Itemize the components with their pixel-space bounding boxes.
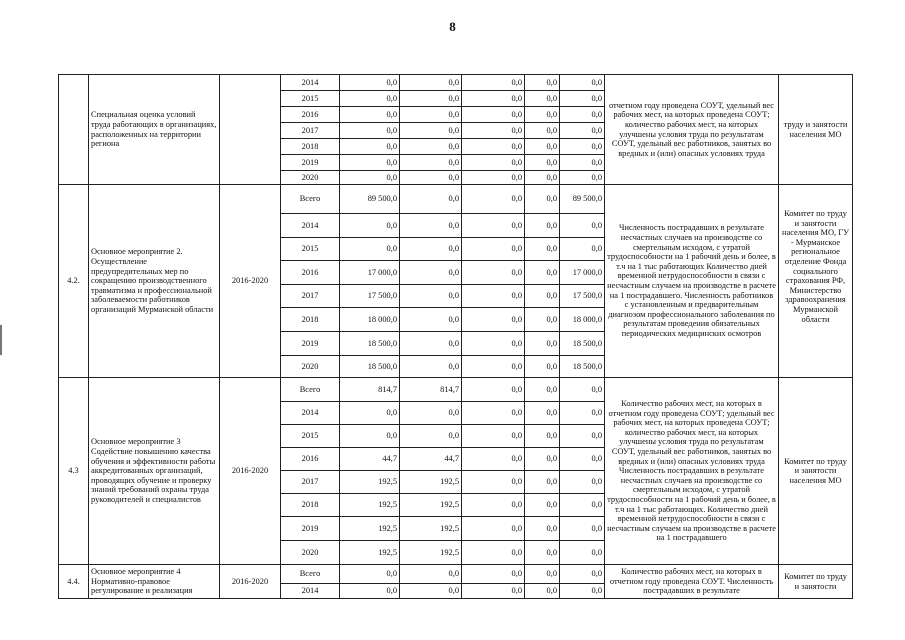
value-cell-c2: 0,0 <box>400 214 462 238</box>
value-cell-c1: 17 500,0 <box>340 285 400 308</box>
year-cell: 2015 <box>281 91 340 107</box>
page-number: 8 <box>449 19 456 34</box>
value-cell-c5: 17 500,0 <box>560 285 605 308</box>
value-cell-c3: 0,0 <box>462 517 525 541</box>
measure-name: Основное мероприятие 3 Содействие повышению качества обучения и эффективности работы аккредитованных организаций, проводящих обучение и проверку знаний требований охраны труда руководителей и специалистов <box>89 378 220 565</box>
value-cell-c1: 0,0 <box>340 107 400 123</box>
value-cell-c5: 0,0 <box>560 471 605 494</box>
value-cell-c4: 0,0 <box>525 139 560 155</box>
year-cell: 2014 <box>281 402 340 425</box>
year-cell: Всего <box>281 185 340 214</box>
value-cell-c2: 0,0 <box>400 308 462 332</box>
value-cell-c5: 18 500,0 <box>560 356 605 378</box>
year-cell: 2014 <box>281 584 340 599</box>
value-cell-c1: 814,7 <box>340 378 400 402</box>
value-cell-c5: 0,0 <box>560 425 605 448</box>
value-cell-c3: 0,0 <box>462 584 525 599</box>
value-cell-c4: 0,0 <box>525 123 560 139</box>
year-cell: 2015 <box>281 425 340 448</box>
year-cell: 2017 <box>281 285 340 308</box>
value-cell-c2: 0,0 <box>400 425 462 448</box>
year-cell: 2014 <box>281 75 340 91</box>
implementation-term: 2016-2020 <box>220 185 281 378</box>
year-cell: 2018 <box>281 139 340 155</box>
value-cell-c1: 44,7 <box>340 448 400 471</box>
value-cell-c5: 17 000,0 <box>560 261 605 285</box>
value-cell-c5: 0,0 <box>560 238 605 261</box>
year-cell: 2015 <box>281 238 340 261</box>
value-cell-c3: 0,0 <box>462 123 525 139</box>
program-table <box>58 74 853 599</box>
value-cell-c2: 192,5 <box>400 471 462 494</box>
year-cell: 2014 <box>281 214 340 238</box>
target-indicators: Количество рабочих мест, на которых в отчетном году проведена СОУТ. Численность пострадавших в результате <box>605 565 779 599</box>
value-cell-c1: 192,5 <box>340 494 400 517</box>
value-cell-c2: 0,0 <box>400 584 462 599</box>
table-row <box>59 185 853 214</box>
value-cell-c4: 0,0 <box>525 261 560 285</box>
scan-edge-mark <box>0 325 2 355</box>
year-cell: 2019 <box>281 332 340 356</box>
value-cell-c4: 0,0 <box>525 171 560 185</box>
value-cell-c1: 18 500,0 <box>340 332 400 356</box>
value-cell-c3: 0,0 <box>462 285 525 308</box>
value-cell-c2: 0,0 <box>400 332 462 356</box>
value-cell-c1: 18 500,0 <box>340 356 400 378</box>
responsible-executor: Комитет по труду и занятости <box>779 565 853 599</box>
value-cell-c5: 18 000,0 <box>560 308 605 332</box>
value-cell-c5: 0,0 <box>560 139 605 155</box>
value-cell-c1: 0,0 <box>340 171 400 185</box>
value-cell-c5: 0,0 <box>560 402 605 425</box>
target-indicators: Количество рабочих мест, на которых в отчетном году проведена СОУТ; удельный вес рабочих мест, на которых проведена СОУТ; количество рабочих мест, на которых улучшены условия труда по результатам СОУТ, удельный вес работников, занятых во вредных и (или) опасных условиях труда Численность пострадавших в результате несчастных случаев на производстве со смертельным исходом, с утратой трудоспособности на 1 рабочий день и более, в т.ч на 1 тыс работающих. Количество дней временной нетрудоспособности в связи с несчастным случаем на производстве в расчете на 1 пострадавшего <box>605 378 779 565</box>
value-cell-c1: 0,0 <box>340 425 400 448</box>
value-cell-c4: 0,0 <box>525 494 560 517</box>
item-number <box>59 75 89 185</box>
value-cell-c5: 18 500,0 <box>560 332 605 356</box>
value-cell-c4: 0,0 <box>525 378 560 402</box>
value-cell-c2: 814,7 <box>400 378 462 402</box>
value-cell-c5: 0,0 <box>560 107 605 123</box>
value-cell-c4: 0,0 <box>525 238 560 261</box>
responsible-executor: Комитет по труду и занятости населения МО <box>779 378 853 565</box>
value-cell-c5: 0,0 <box>560 494 605 517</box>
value-cell-c3: 0,0 <box>462 471 525 494</box>
responsible-executor: труду и занятости населения МО <box>779 75 853 185</box>
year-cell: 2020 <box>281 541 340 565</box>
value-cell-c5: 0,0 <box>560 448 605 471</box>
value-cell-c5: 0,0 <box>560 378 605 402</box>
year-cell: 2019 <box>281 155 340 171</box>
year-cell: 2017 <box>281 471 340 494</box>
value-cell-c3: 0,0 <box>462 402 525 425</box>
value-cell-c3: 0,0 <box>462 494 525 517</box>
value-cell-c1: 192,5 <box>340 471 400 494</box>
year-cell: 2018 <box>281 308 340 332</box>
value-cell-c4: 0,0 <box>525 402 560 425</box>
value-cell-c5: 0,0 <box>560 541 605 565</box>
value-cell-c3: 0,0 <box>462 171 525 185</box>
value-cell-c3: 0,0 <box>462 565 525 584</box>
value-cell-c4: 0,0 <box>525 285 560 308</box>
year-cell: 2019 <box>281 517 340 541</box>
year-cell: 2016 <box>281 261 340 285</box>
value-cell-c5: 0,0 <box>560 565 605 584</box>
value-cell-c3: 0,0 <box>462 107 525 123</box>
implementation-term: 2016-2020 <box>220 565 281 599</box>
value-cell-c5: 0,0 <box>560 75 605 91</box>
value-cell-c3: 0,0 <box>462 139 525 155</box>
value-cell-c3: 0,0 <box>462 448 525 471</box>
value-cell-c4: 0,0 <box>525 425 560 448</box>
value-cell-c1: 192,5 <box>340 517 400 541</box>
value-cell-c1: 18 000,0 <box>340 308 400 332</box>
value-cell-c3: 0,0 <box>462 91 525 107</box>
value-cell-c2: 0,0 <box>400 261 462 285</box>
year-cell: 2016 <box>281 107 340 123</box>
year-cell: 2018 <box>281 494 340 517</box>
item-number: 4.3 <box>59 378 89 565</box>
value-cell-c3: 0,0 <box>462 214 525 238</box>
value-cell-c5: 0,0 <box>560 123 605 139</box>
value-cell-c4: 0,0 <box>525 565 560 584</box>
value-cell-c4: 0,0 <box>525 107 560 123</box>
value-cell-c3: 0,0 <box>462 155 525 171</box>
value-cell-c1: 0,0 <box>340 123 400 139</box>
measure-name: Основное мероприятие 4 Нормативно-правовое регулирование и реализация <box>89 565 220 599</box>
value-cell-c4: 0,0 <box>525 448 560 471</box>
value-cell-c2: 0,0 <box>400 75 462 91</box>
value-cell-c4: 0,0 <box>525 185 560 214</box>
value-cell-c4: 0,0 <box>525 214 560 238</box>
value-cell-c4: 0,0 <box>525 155 560 171</box>
value-cell-c4: 0,0 <box>525 471 560 494</box>
value-cell-c2: 0,0 <box>400 285 462 308</box>
value-cell-c2: 0,0 <box>400 238 462 261</box>
value-cell-c2: 0,0 <box>400 171 462 185</box>
measure-name: Основное мероприятие 2. Осуществление предупредительных мер по сокращению производственного травматизма и профессиональной заболеваемости работников организаций Мурманской области <box>89 185 220 378</box>
value-cell-c1: 192,5 <box>340 541 400 565</box>
value-cell-c2: 192,5 <box>400 517 462 541</box>
value-cell-c5: 89 500,0 <box>560 185 605 214</box>
value-cell-c3: 0,0 <box>462 185 525 214</box>
value-cell-c1: 0,0 <box>340 565 400 584</box>
value-cell-c3: 0,0 <box>462 356 525 378</box>
year-cell: Всего <box>281 565 340 584</box>
value-cell-c4: 0,0 <box>525 541 560 565</box>
implementation-term <box>220 75 281 185</box>
value-cell-c2: 44,7 <box>400 448 462 471</box>
value-cell-c4: 0,0 <box>525 584 560 599</box>
year-cell: Всего <box>281 378 340 402</box>
value-cell-c2: 0,0 <box>400 139 462 155</box>
target-indicators: Численность пострадавших в результате несчастных случаев на производстве со смертельным исходом, с утратой трудоспособности на 1 рабочий день и более, в т.ч на 1 тыс работающих Количество дней временной нетрудоспособности в связи с несчастным случаем на производстве в расчете на 1 пострадавшего. Численность работников с установленным и предварительным диагнозом профессионального заболевания по результатам проведения обязательных периодических медицинских осмотров <box>605 185 779 378</box>
value-cell-c4: 0,0 <box>525 308 560 332</box>
value-cell-c2: 0,0 <box>400 123 462 139</box>
value-cell-c1: 0,0 <box>340 155 400 171</box>
target-indicators: отчетном году проведена СОУТ, удельный вес рабочих мест, на которых проведена СОУТ; количество рабочих мест, на которых улучшены условия труда по результатам СОУТ, удельный вес работников, занятых во вредных и (или) опасных условиях труда <box>605 75 779 185</box>
table-row <box>59 565 853 584</box>
value-cell-c2: 0,0 <box>400 155 462 171</box>
value-cell-c1: 89 500,0 <box>340 185 400 214</box>
value-cell-c3: 0,0 <box>462 261 525 285</box>
value-cell-c3: 0,0 <box>462 308 525 332</box>
value-cell-c5: 0,0 <box>560 584 605 599</box>
table-row <box>59 378 853 402</box>
year-cell: 2017 <box>281 123 340 139</box>
value-cell-c3: 0,0 <box>462 75 525 91</box>
value-cell-c5: 0,0 <box>560 91 605 107</box>
value-cell-c1: 0,0 <box>340 238 400 261</box>
value-cell-c3: 0,0 <box>462 425 525 448</box>
value-cell-c3: 0,0 <box>462 541 525 565</box>
year-cell: 2020 <box>281 356 340 378</box>
value-cell-c2: 0,0 <box>400 402 462 425</box>
value-cell-c2: 0,0 <box>400 107 462 123</box>
value-cell-c1: 0,0 <box>340 584 400 599</box>
responsible-executor: Комитет по труду и занятости населения МО, ГУ - Мурманское региональное отделение Фонда социального страхования РФ, Министерство здравоохранения Мурманской области <box>779 185 853 378</box>
value-cell-c4: 0,0 <box>525 517 560 541</box>
value-cell-c2: 0,0 <box>400 356 462 378</box>
year-cell: 2016 <box>281 448 340 471</box>
value-cell-c4: 0,0 <box>525 356 560 378</box>
value-cell-c1: 0,0 <box>340 139 400 155</box>
value-cell-c5: 0,0 <box>560 171 605 185</box>
value-cell-c3: 0,0 <box>462 378 525 402</box>
implementation-term: 2016-2020 <box>220 378 281 565</box>
value-cell-c4: 0,0 <box>525 332 560 356</box>
value-cell-c3: 0,0 <box>462 332 525 356</box>
value-cell-c2: 0,0 <box>400 565 462 584</box>
value-cell-c1: 0,0 <box>340 214 400 238</box>
table-row <box>59 75 853 91</box>
value-cell-c2: 192,5 <box>400 494 462 517</box>
value-cell-c5: 0,0 <box>560 517 605 541</box>
value-cell-c1: 0,0 <box>340 91 400 107</box>
value-cell-c4: 0,0 <box>525 91 560 107</box>
value-cell-c1: 0,0 <box>340 402 400 425</box>
year-cell: 2020 <box>281 171 340 185</box>
value-cell-c1: 17 000,0 <box>340 261 400 285</box>
value-cell-c2: 192,5 <box>400 541 462 565</box>
value-cell-c4: 0,0 <box>525 75 560 91</box>
value-cell-c2: 0,0 <box>400 91 462 107</box>
value-cell-c1: 0,0 <box>340 75 400 91</box>
value-cell-c5: 0,0 <box>560 214 605 238</box>
value-cell-c2: 0,0 <box>400 185 462 214</box>
value-cell-c5: 0,0 <box>560 155 605 171</box>
item-number: 4.2. <box>59 185 89 378</box>
item-number: 4.4. <box>59 565 89 599</box>
value-cell-c3: 0,0 <box>462 238 525 261</box>
measure-name: Специальная оценка условий труда работающих в организациях, расположенных на территории региона <box>89 75 220 185</box>
